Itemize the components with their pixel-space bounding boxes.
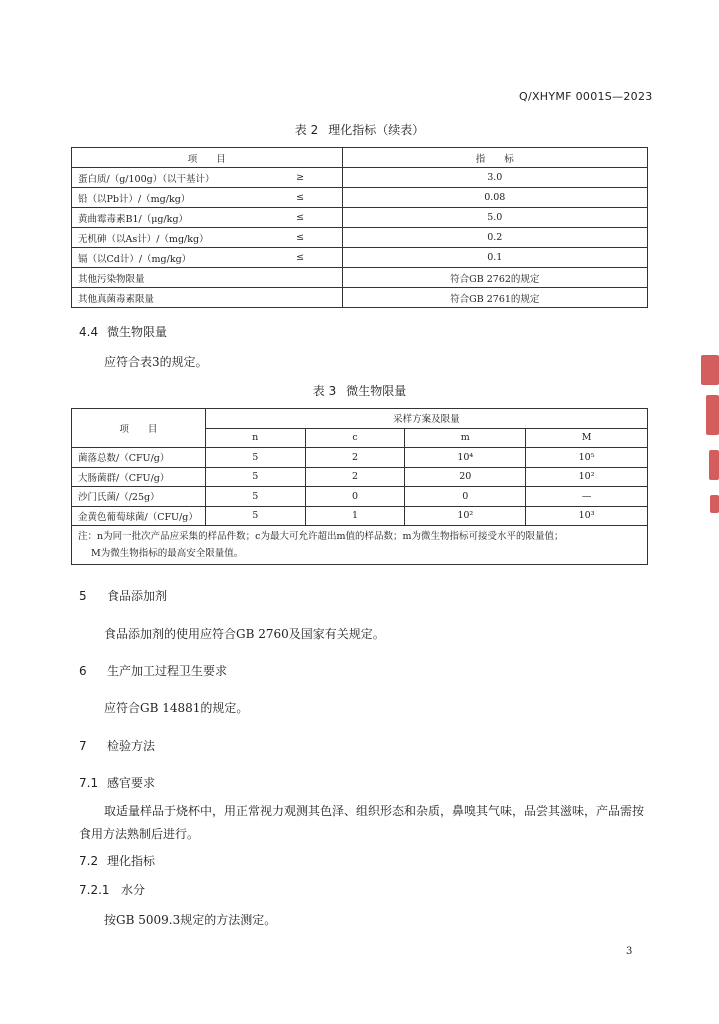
standard-code: Q/XHYMF 0001S—2023 [519, 90, 653, 103]
section-7-2-1-text: 按GB 5009.3规定的方法测定。 [104, 913, 277, 927]
table2-item: 无机砷（以As计）/（mg/kg） [72, 228, 291, 248]
table3-note-line1: 注：n为同一批次产品应采集的样品件数；c为最大可允许超出m值的样品数；m为微生物指标可接受水平的限量值； [78, 531, 564, 542]
table2-caption [0, 121, 719, 138]
table2-op: ≤ [290, 188, 342, 208]
table3-M: 10³ [526, 506, 648, 526]
section-title: 微生物限量 [107, 325, 168, 339]
table3-c: 0 [305, 487, 405, 507]
table-row [72, 448, 648, 468]
section-title: 理化指标 [107, 854, 156, 868]
table3-n: 5 [205, 467, 305, 487]
table2-value: 符合GB 2761的规定 [342, 288, 647, 308]
table3-item: 沙门氏菌/（/25g） [72, 487, 206, 507]
table-row [72, 288, 648, 308]
section-7-heading [79, 737, 155, 754]
table3-number: 表 3 [312, 384, 337, 398]
section-title: 水分 [121, 883, 146, 897]
table2-title: 理化指标（续表） [328, 123, 425, 137]
table3-microbial [71, 408, 648, 565]
table-row [72, 248, 648, 268]
table3-header-group: 采样方案及限量 [205, 409, 647, 429]
table2-value: 0.2 [342, 228, 647, 248]
section-7-2-1-heading [79, 881, 145, 898]
seal-stamp-fragment [701, 355, 719, 385]
table2-item: 其他污染物限量 [72, 268, 343, 288]
table2-value: 5.0 [342, 208, 647, 228]
section-4-4-heading [79, 323, 167, 340]
table3-M: — [526, 487, 648, 507]
section-title: 食品添加剂 [107, 589, 168, 603]
seal-stamp-fragment [710, 495, 719, 513]
table2-header-row [72, 148, 648, 168]
table2-item: 其他真菌毒素限量 [72, 288, 343, 308]
table2-op: ≥ [290, 168, 342, 188]
table3-subheader: m [405, 428, 526, 448]
seal-stamp-fragment [706, 395, 719, 435]
table3-n: 5 [205, 487, 305, 507]
section-number: 7.1 [79, 776, 99, 790]
section-6-text: 应符合GB 14881的规定。 [104, 701, 249, 715]
table2-op: ≤ [290, 228, 342, 248]
section-7-2-heading [79, 852, 155, 869]
table2-item: 蛋白质/（g/100g）（以干基计） [72, 168, 291, 188]
table-row [72, 467, 648, 487]
table2-value: 符合GB 2762的规定 [342, 268, 647, 288]
table3-m: 10⁴ [405, 448, 526, 468]
table2-header-item: 项 目 [72, 148, 343, 168]
table-row [72, 487, 648, 507]
section-7-1-text: 取适量样品于烧杯中，用正常视力观测其色泽、组织形态和杂质，鼻嗅其气味，品尝其滋味，产品需按食用方法熟制后进行。 [79, 804, 645, 841]
table3-subheader: M [526, 428, 648, 448]
section-number: 4.4 [79, 325, 99, 339]
table3-c: 2 [305, 467, 405, 487]
section-7-1-heading [79, 774, 155, 791]
table3-m: 0 [405, 487, 526, 507]
section-5-heading [79, 587, 167, 604]
table-row [72, 188, 648, 208]
table3-m: 20 [405, 467, 526, 487]
table3-item: 菌落总数/（CFU/g） [72, 448, 206, 468]
table3-c: 1 [305, 506, 405, 526]
table2-item: 黄曲霉毒素B1/（μg/kg） [72, 208, 291, 228]
seal-stamp-fragment [709, 450, 719, 480]
table-row [72, 506, 648, 526]
page-number: 3 [626, 946, 633, 957]
table2-value: 0.08 [342, 188, 647, 208]
table2-physicochemical [71, 147, 648, 308]
table-row [72, 228, 648, 248]
section-title: 生产加工过程卫生要求 [107, 664, 228, 678]
table3-header-item: 项 目 [72, 409, 206, 448]
section-4-4-text: 应符合表3的规定。 [104, 355, 208, 369]
table3-note [72, 526, 648, 565]
table3-note-row [72, 526, 648, 565]
table2-op: ≤ [290, 208, 342, 228]
table3-M: 10² [526, 467, 648, 487]
table3-caption [0, 382, 719, 399]
table3-c: 2 [305, 448, 405, 468]
table3-header-row [72, 409, 648, 429]
section-number: 6 [79, 664, 87, 678]
table3-subheader: c [305, 428, 405, 448]
section-title: 检验方法 [107, 739, 156, 753]
table-row [72, 168, 648, 188]
table3-n: 5 [205, 506, 305, 526]
section-title: 感官要求 [107, 776, 156, 790]
table2-value: 3.0 [342, 168, 647, 188]
table3-subheader: n [205, 428, 305, 448]
section-5-text: 食品添加剂的使用应符合GB 2760及国家有关规定。 [104, 627, 385, 641]
table3-n: 5 [205, 448, 305, 468]
table3-m: 10² [405, 506, 526, 526]
table-row [72, 268, 648, 288]
table3-item: 金黄色葡萄球菌/（CFU/g） [72, 506, 206, 526]
table2-item: 镉（以Cd计）/（mg/kg） [72, 248, 291, 268]
section-number: 7 [79, 739, 87, 753]
table2-op: ≤ [290, 248, 342, 268]
table3-item: 大肠菌群/（CFU/g） [72, 467, 206, 487]
section-6-heading [79, 662, 227, 679]
table2-item: 铅（以Pb计）/（mg/kg） [72, 188, 291, 208]
table2-header-index: 指 标 [342, 148, 647, 168]
table3-note-line2: M为微生物指标的最高安全限量值。 [91, 548, 244, 559]
table3-M: 10⁵ [526, 448, 648, 468]
section-number: 7.2.1 [79, 883, 110, 897]
section-number: 7.2 [79, 854, 99, 868]
table-row [72, 208, 648, 228]
section-number: 5 [79, 589, 87, 603]
table2-value: 0.1 [342, 248, 647, 268]
table3-title: 微生物限量 [346, 384, 407, 398]
table2-number: 表 2 [294, 123, 319, 137]
